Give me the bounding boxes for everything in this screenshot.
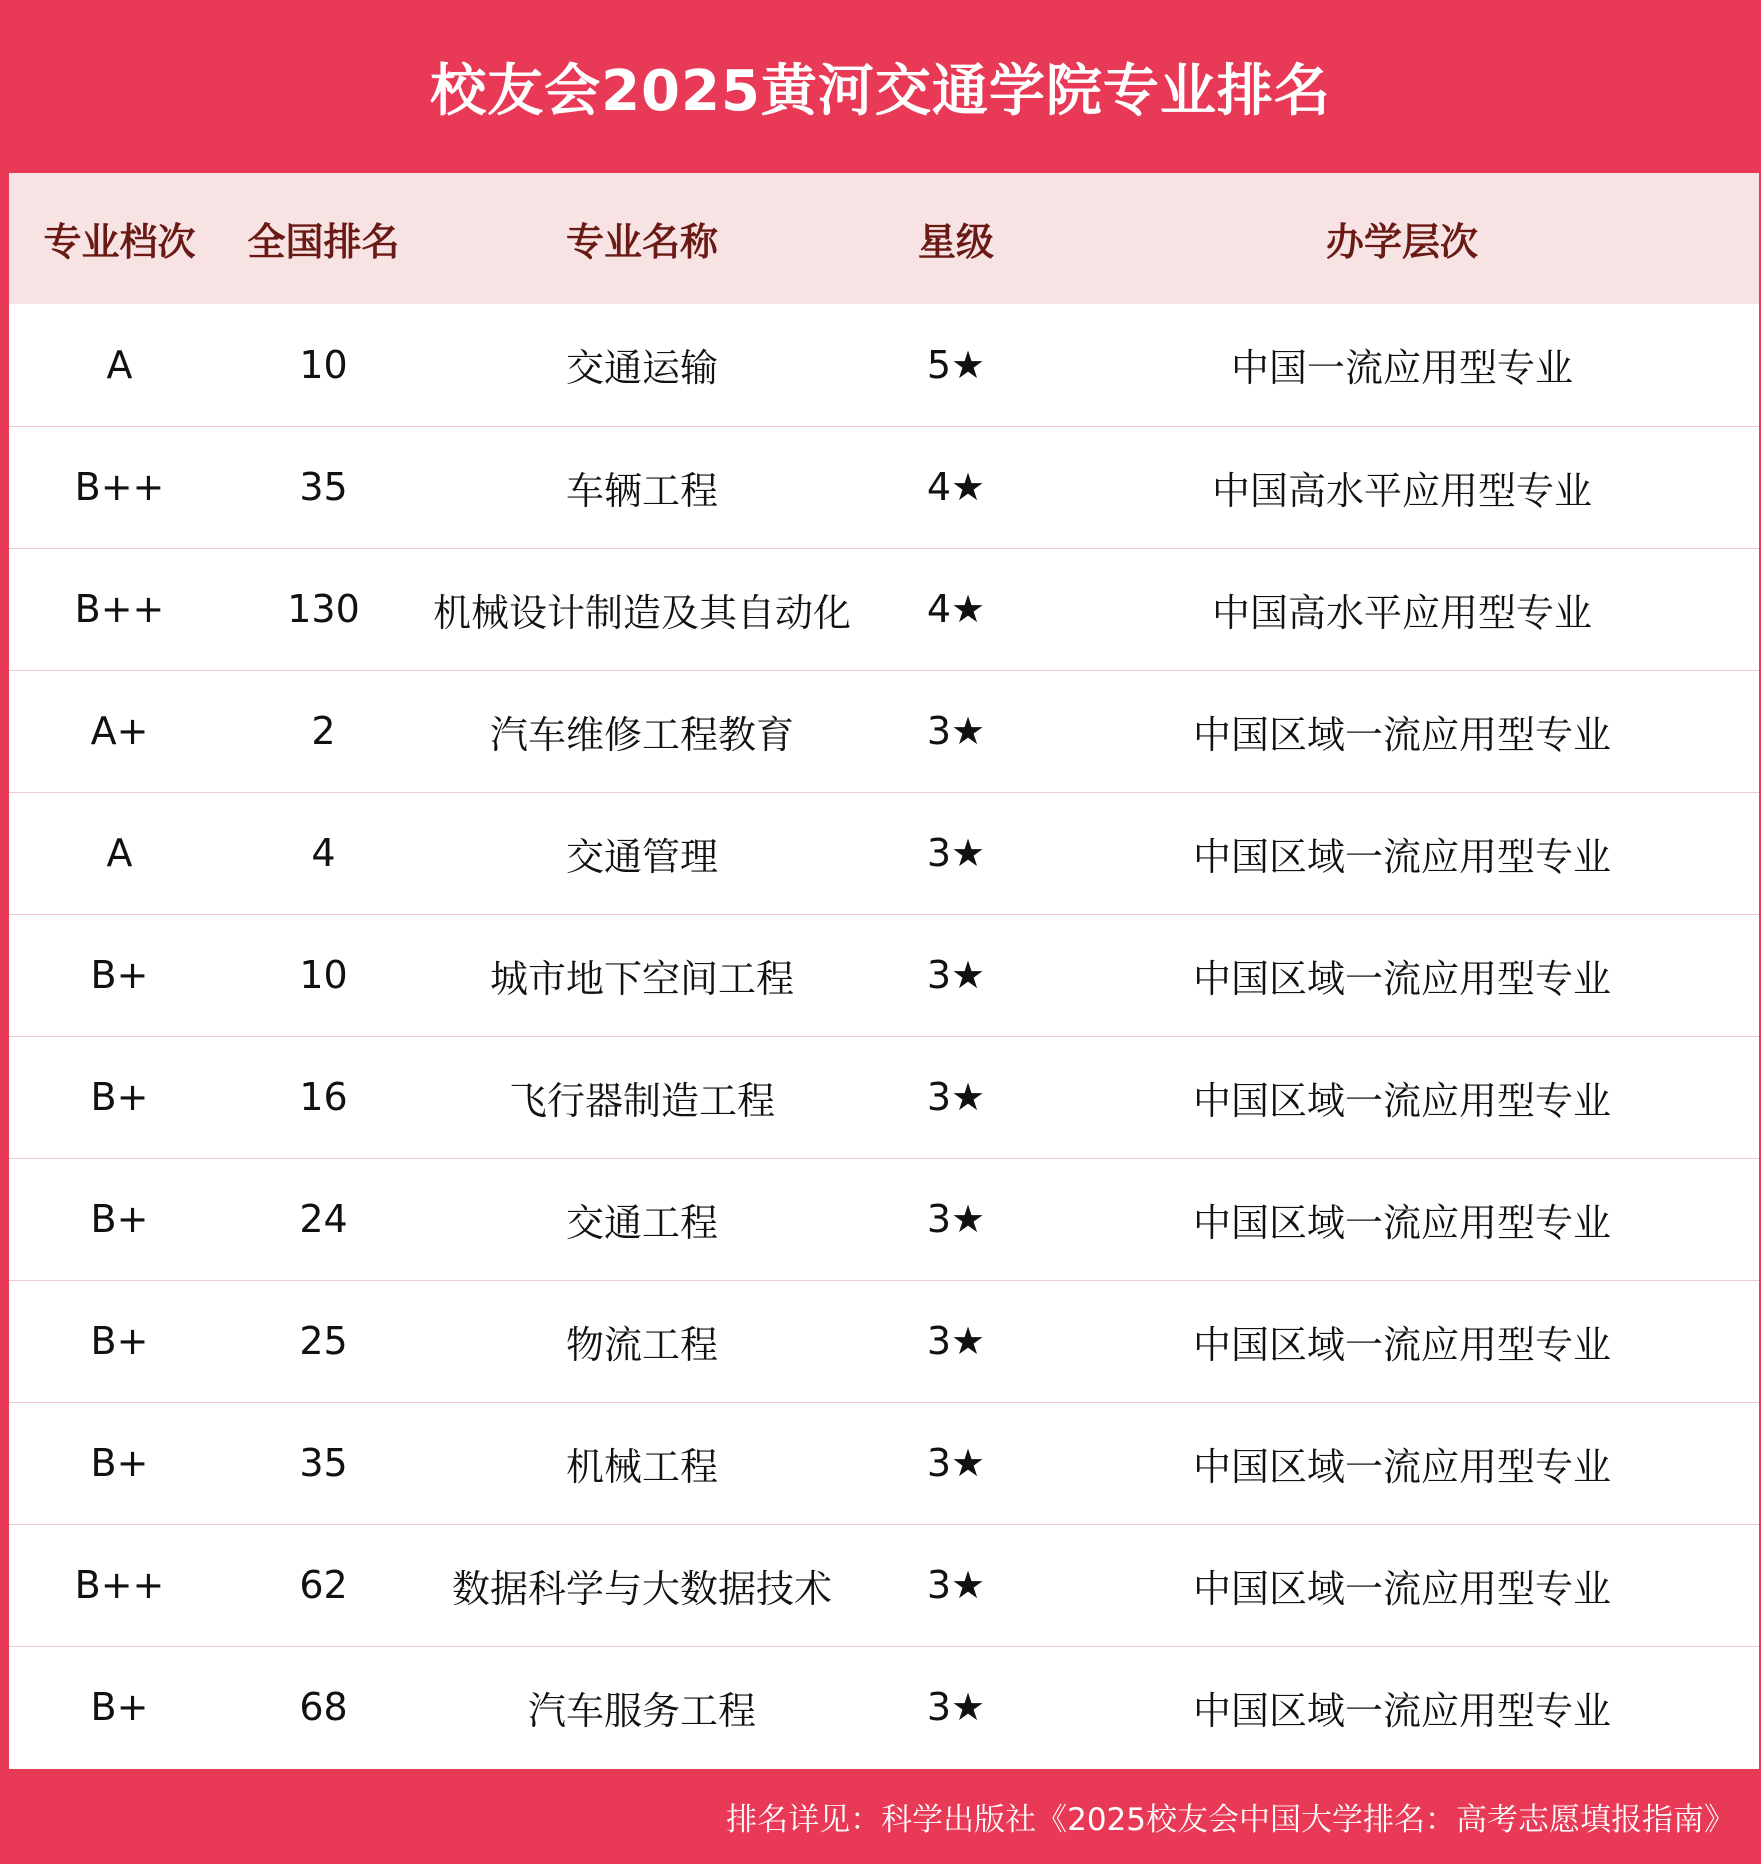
- table-row: [9, 548, 1759, 670]
- ranking-table-container: [9, 173, 1759, 1769]
- cell-major-name: 城市地下空间工程: [417, 914, 867, 1036]
- cell-major-grade: B+: [9, 1402, 230, 1524]
- table-row: [9, 670, 1759, 792]
- cell-major-grade: A: [106, 342, 133, 387]
- cell-school-level: 中国区域一流应用型专业: [1045, 1402, 1759, 1524]
- cell-school-level: 中国区域一流应用型专业: [1045, 1646, 1759, 1768]
- cell-national-rank: 10: [230, 914, 417, 1036]
- cell-major-name: 汽车服务工程: [417, 1646, 867, 1768]
- table-row: [9, 1158, 1759, 1280]
- table-body: [9, 304, 1759, 1768]
- cell-major-name: 机械设计制造及其自动化: [417, 548, 867, 670]
- cell-school-level: 中国区域一流应用型专业: [1045, 792, 1759, 914]
- header-national-rank: 全国排名: [247, 220, 400, 264]
- table-row: [9, 1280, 1759, 1402]
- cell-major-name: 飞行器制造工程: [417, 1036, 867, 1158]
- cell-school-level: 中国区域一流应用型专业: [1045, 1036, 1759, 1158]
- table-row: [9, 914, 1759, 1036]
- cell-major-name: 机械工程: [417, 1402, 867, 1524]
- table-row: [9, 792, 1759, 914]
- cell-major-name: 汽车维修工程教育: [417, 670, 867, 792]
- cell-national-rank: 62: [230, 1524, 417, 1646]
- cell-star-level: 3★: [867, 1280, 1045, 1402]
- cell-major-grade: A: [9, 792, 230, 914]
- cell-star-level: 3★: [867, 792, 1045, 914]
- cell-school-level: 中国区域一流应用型专业: [1045, 1158, 1759, 1280]
- cell-major-grade: A+: [9, 670, 230, 792]
- ranking-table: [9, 173, 1759, 1768]
- cell-school-level: 中国高水平应用型专业: [1045, 426, 1759, 548]
- cell-major-name: 交通工程: [417, 1158, 867, 1280]
- cell-school-level: 中国区域一流应用型专业: [1045, 1280, 1759, 1402]
- header-star-level: 星级: [917, 220, 994, 264]
- cell-major-grade: B+: [9, 1280, 230, 1402]
- header-major-grade: 专业档次: [43, 220, 196, 264]
- cell-national-rank: 68: [230, 1646, 417, 1768]
- cell-major-grade: B++: [9, 548, 230, 670]
- cell-major-grade: B++: [9, 426, 230, 548]
- cell-star-level: 3★: [867, 1158, 1045, 1280]
- cell-national-rank: 35: [230, 1402, 417, 1524]
- cell-national-rank: 35: [230, 426, 417, 548]
- cell-major-name: 车辆工程: [417, 426, 867, 548]
- table-row: [9, 304, 1759, 426]
- cell-school-level: 中国一流应用型专业: [1230, 346, 1573, 391]
- cell-school-level: 中国区域一流应用型专业: [1045, 670, 1759, 792]
- cell-major-name: 交通管理: [417, 792, 867, 914]
- cell-star-level: 5★: [926, 342, 986, 387]
- cell-major-grade: B+: [9, 1646, 230, 1768]
- table-row: [9, 1036, 1759, 1158]
- cell-star-level: 3★: [867, 1646, 1045, 1768]
- footer-source-note: 排名详见：科学出版社《2025校友会中国大学排名：高考志愿填报指南》: [726, 1802, 1735, 1838]
- cell-major-name: 交通运输: [565, 346, 718, 391]
- table-header: [9, 173, 1759, 304]
- cell-national-rank: 10: [299, 342, 348, 387]
- table-row: [9, 1402, 1759, 1524]
- header-school-level: 办学层次: [1325, 220, 1478, 264]
- cell-star-level: 4★: [867, 426, 1045, 548]
- header-row: [9, 173, 1759, 304]
- cell-major-grade: B+: [9, 1158, 230, 1280]
- header-major-name: 专业名称: [565, 220, 718, 264]
- cell-school-level: 中国高水平应用型专业: [1045, 548, 1759, 670]
- cell-star-level: 3★: [867, 1524, 1045, 1646]
- cell-school-level: 中国区域一流应用型专业: [1045, 914, 1759, 1036]
- cell-national-rank: 16: [230, 1036, 417, 1158]
- cell-major-name: 物流工程: [417, 1280, 867, 1402]
- page-title: 校友会2025黄河交通学院专业排名: [430, 58, 1331, 124]
- cell-major-grade: B+: [9, 914, 230, 1036]
- cell-national-rank: 24: [230, 1158, 417, 1280]
- cell-star-level: 3★: [867, 1402, 1045, 1524]
- table-row: [9, 1524, 1759, 1646]
- cell-national-rank: 130: [230, 548, 417, 670]
- cell-major-name: 数据科学与大数据技术: [417, 1524, 867, 1646]
- cell-school-level: 中国区域一流应用型专业: [1045, 1524, 1759, 1646]
- cell-national-rank: 25: [230, 1280, 417, 1402]
- cell-star-level: 3★: [867, 914, 1045, 1036]
- cell-national-rank: 2: [230, 670, 417, 792]
- cell-star-level: 4★: [867, 548, 1045, 670]
- cell-star-level: 3★: [867, 1036, 1045, 1158]
- cell-major-grade: B+: [9, 1036, 230, 1158]
- cell-star-level: 3★: [867, 670, 1045, 792]
- cell-national-rank: 4: [230, 792, 417, 914]
- table-row: [9, 1646, 1759, 1768]
- cell-major-grade: B++: [9, 1524, 230, 1646]
- table-row: [9, 426, 1759, 548]
